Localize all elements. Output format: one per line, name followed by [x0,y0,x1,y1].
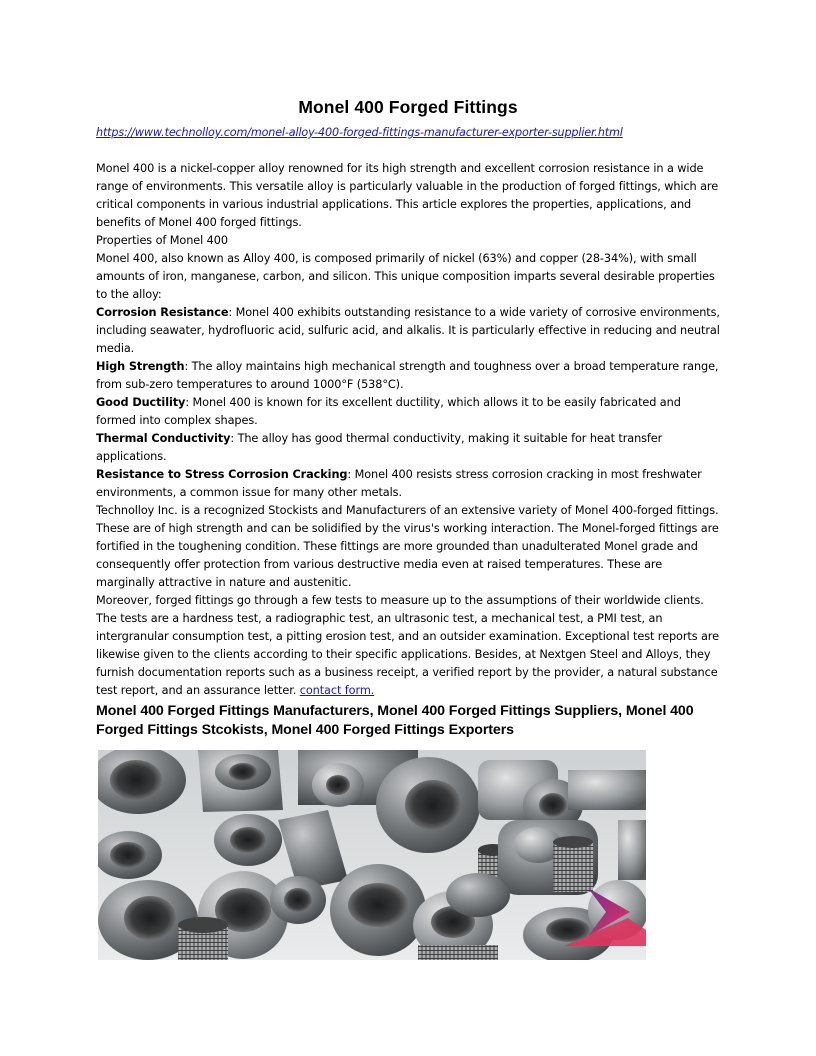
properties-heading: Properties of Monel 400 [96,234,228,247]
property-text: : Monel 400 resists stress corrosion cracking in most freshwater environments, a common issue for many other metals. [96,468,702,499]
property-text: : Monel 400 exhibits outstanding resistance to a wide variety of corrosive environments, including seawater, hydrofluoric acid, sulfuric acid, and alkalis. It is particularly effective in reducing and neutral media. [96,306,720,355]
property-text: : The alloy maintains high mechanical strength and toughness over a broad temperature range, from sub-zero temperatures to around 1000°F (538°C). [96,360,719,391]
property-item [96,430,720,466]
property-term: Thermal Conductivity [96,432,231,445]
company-paragraph: Technolloy Inc. is a recognized Stockists and Manufacturers of an extensive variety of Monel 400-forged fittings. These are of high strength and can be solidified by the virus's working interaction. The Monel-forged fittings are fortified in the toughening condition. These fittings are more grounded than unadulterated Monel grade and consequently offer protection from various destructive media even at raised temperatures. These are marginally attractive in nature and austenitic. [96,504,719,589]
intro-paragraph: Monel 400 is a nickel-copper alloy renowned for its high strength and excellent corrosion resistance in a wide range of environments. This versatile alloy is particularly valuable in the production of forged fittings, which are critical components in various industrial applications. This article explores the properties, applications, and benefits of Monel 400 forged fittings. [96,162,719,229]
property-item [96,358,720,394]
contact-form-link[interactable]: contact form. [299,684,375,697]
forged-fittings-photo [98,750,646,960]
property-term: Good Ductility [96,396,186,409]
property-term: Resistance to Stress Corrosion Cracking [96,468,348,481]
property-term: Corrosion Resistance [96,306,229,319]
property-text: : Monel 400 is known for its excellent ductility, which allows it to be easily fabricated and formed into complex shapes. [96,396,681,427]
property-text: : The alloy has good thermal conductivity, making it suitable for heat transfer applications. [96,432,663,463]
source-url-link[interactable]: https://www.technolloy.com/monel-alloy-400-forged-fittings-manufacturer-exporter-supplier.html [96,126,623,139]
property-item [96,304,720,358]
document-body [96,160,720,700]
document-title: Monel 400 Forged Fittings [298,97,518,117]
document-page [96,96,720,960]
tests-paragraph [96,592,720,700]
property-item [96,394,720,430]
property-term: High Strength [96,360,185,373]
properties-intro-paragraph: Monel 400, also known as Alloy 400, is composed primarily of nickel (63%) and copper (28-34%), with small amounts of iron, manganese, carbon, and silicon. This unique composition imparts several desirable properties to the alloy: [96,252,715,301]
property-item [96,466,720,502]
products-subheading: Monel 400 Forged Fittings Manufacturers, Monel 400 Forged Fittings Suppliers, Monel 400 Forged Fittings Stcokists, Monel 400 Forged Fittings Exporters [96,703,694,738]
tests-text: Moreover, forged fittings go through a few tests to measure up to the assumptions of their worldwide clients. The tests are a hardness test, a radiographic test, an ultrasonic test, a mechanical test, a PMI test, an intergranular consumption test, a pitting erosion test, and an outsider examination. Exceptional test reports are likewise given to the clients according to their specific applications. Besides, at Nextgen Steel and Alloys, they furnish documentation reports such as a business receipt, a verified report by the provider, a natural substance test report, and an assurance letter. [96,594,719,697]
